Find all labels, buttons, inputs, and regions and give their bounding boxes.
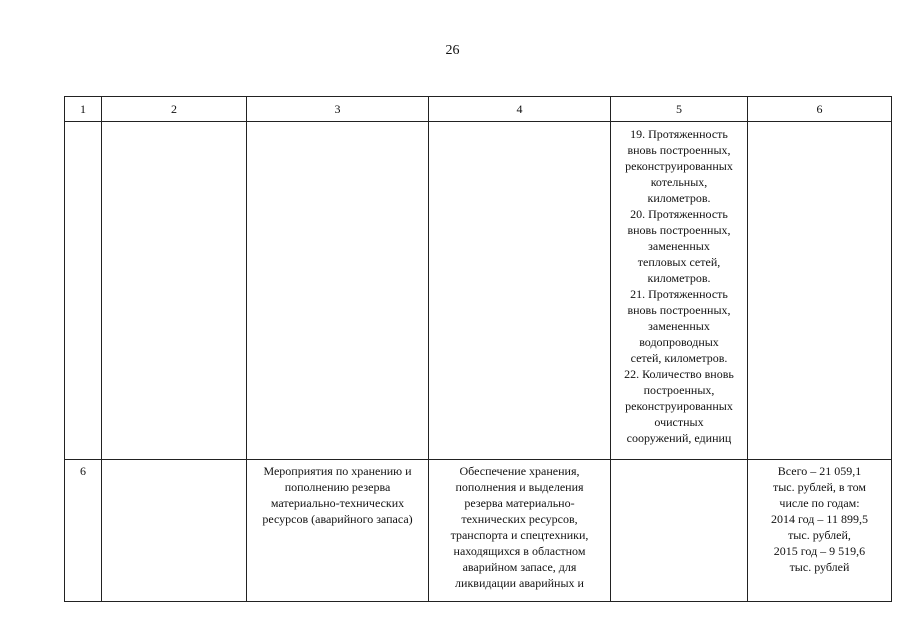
cell-text-line: замененных	[648, 319, 710, 333]
cell-text-line: технических ресурсов,	[461, 512, 578, 526]
cell-program	[102, 122, 247, 460]
cell-indicators	[611, 122, 748, 460]
header-cell-2: 2	[102, 97, 247, 122]
cell-text-line: 6	[80, 464, 86, 478]
cell-text-line: реконструированных	[625, 159, 733, 173]
cell-text-line: Всего – 21 059,1	[777, 464, 862, 478]
cell-text-line: транспорта и спецтехники,	[450, 528, 589, 542]
cell-measure	[247, 460, 429, 602]
cell-text-line: аварийном запасе, для	[462, 560, 577, 574]
header-cell-5: 5	[611, 97, 748, 122]
cell-text-line: тыс. рублей	[789, 560, 850, 574]
cell-text-line: сооружений, единиц	[626, 431, 732, 445]
cell-text-line: ресурсов (аварийного запаса)	[262, 512, 413, 526]
cell-text-line: километров.	[647, 191, 711, 205]
cell-text-line: Обеспечение хранения,	[459, 464, 580, 478]
cell-measure	[247, 122, 429, 460]
cell-description	[429, 122, 611, 460]
table-row	[65, 122, 892, 460]
cell-text-line: Мероприятия по хранению и	[263, 464, 412, 478]
cell-text-line: километров.	[647, 271, 711, 285]
cell-text-line: котельных,	[650, 175, 708, 189]
header-row	[65, 97, 892, 122]
cell-funding	[748, 122, 892, 460]
cell-text-line: материально-технических	[270, 496, 405, 510]
cell-text-line: замененных	[648, 239, 710, 253]
cell-text-line: вновь построенных,	[627, 223, 731, 237]
cell-funding	[748, 460, 892, 602]
cell-text-line: вновь построенных,	[627, 143, 731, 157]
cell-text-line: тыс. рублей,	[788, 528, 851, 542]
cell-number	[65, 460, 102, 602]
cell-text-line: 2014 год – 11 899,5	[771, 512, 868, 526]
cell-text-line: вновь построенных,	[627, 303, 731, 317]
page-number: 26	[445, 43, 460, 58]
cell-number	[65, 122, 102, 460]
header-cell-1: 1	[65, 97, 102, 122]
cell-text-line: водопроводных	[639, 335, 719, 349]
cell-text-line: реконструированных	[625, 399, 733, 413]
cell-text-line: сетей, километров.	[630, 351, 728, 365]
header-cell-4: 4	[429, 97, 611, 122]
cell-text-line: построенных,	[643, 383, 715, 397]
program-table	[64, 96, 892, 602]
cell-text-line: резерва материально-	[464, 496, 575, 510]
cell-text-line: тыс. рублей, в том	[773, 480, 866, 494]
table-row	[65, 460, 892, 602]
cell-description	[429, 460, 611, 602]
cell-text-line: 19. Протяженность	[630, 127, 728, 141]
cell-text-line: 20. Протяженность	[630, 207, 728, 221]
cell-text-line: пополнению резерва	[284, 480, 391, 494]
cell-text-line: ликвидации аварийных и	[455, 576, 584, 590]
header-cell-6: 6	[748, 97, 892, 122]
cell-indicators	[611, 460, 748, 602]
cell-text-line: 22. Количество вновь	[624, 367, 734, 381]
cell-text-line: тепловых сетей,	[637, 255, 721, 269]
header-cell-3: 3	[247, 97, 429, 122]
cell-text-line: очистных	[654, 415, 704, 429]
cell-text-line: находящихся в областном	[453, 544, 586, 558]
cell-text-line: 21. Протяженность	[630, 287, 728, 301]
cell-program	[102, 460, 247, 602]
cell-text-line: 2015 год – 9 519,6	[773, 544, 866, 558]
cell-text-line: числе по годам:	[779, 496, 860, 510]
cell-text-line: пополнения и выделения	[455, 480, 584, 494]
